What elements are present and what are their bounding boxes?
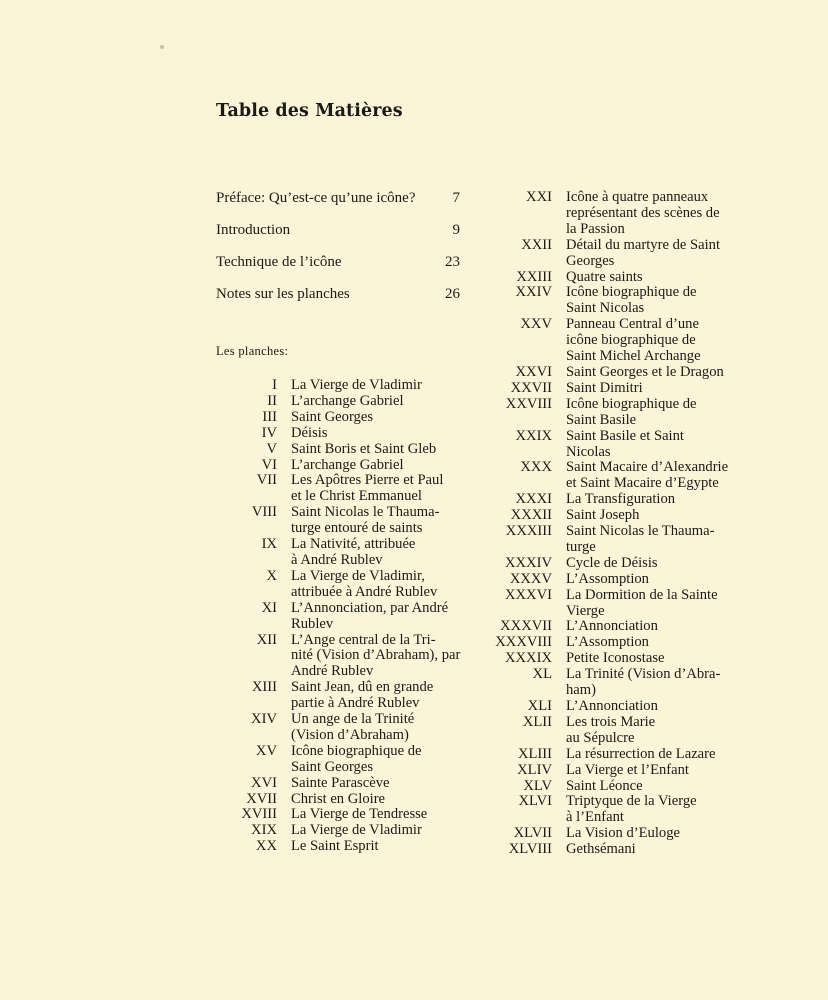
planche-number: XXXIX (504, 650, 552, 667)
planche-entry (220, 442, 466, 458)
planche-number: XXXIV (504, 554, 552, 571)
planche-number: XLI (527, 698, 552, 714)
planche-number: VIII (251, 504, 277, 521)
planche-title: L’Annonciation (566, 618, 658, 635)
planche-number: XXXVII (500, 618, 552, 635)
planche-number: XVII (246, 790, 277, 807)
planche-title: La Vierge de Tendresse (291, 806, 428, 823)
planche-entry (220, 823, 466, 839)
planche-number: XLII (522, 713, 552, 730)
front-matter-row (216, 190, 460, 206)
planche-entry (470, 397, 738, 429)
planche-number: V (266, 440, 277, 457)
planche-entry (220, 633, 466, 681)
planche-number: XIX (251, 822, 277, 839)
planche-title: L’Annonciation, par André Rublev (291, 599, 449, 632)
front-matter-list (216, 190, 460, 318)
planche-entry (470, 508, 738, 524)
front-matter-row (216, 286, 460, 302)
planche-entry (220, 601, 466, 633)
planche-title: L’Assomption (566, 634, 649, 651)
planche-entry (220, 569, 466, 601)
front-matter-row (216, 254, 460, 270)
planche-number: XLIII (517, 745, 552, 762)
planche-entry (470, 429, 738, 461)
planche-title: Saint Basile et Saint Nicolas (566, 427, 684, 460)
planche-title: L’archange Gabriel (291, 456, 404, 473)
planche-entry (470, 651, 738, 667)
planche-entry (470, 715, 738, 747)
planche-title: Saint Dimitri (566, 379, 643, 396)
planche-title: Saint Léonce (566, 777, 643, 794)
planche-number: XXV (520, 316, 552, 333)
planche-entry (220, 744, 466, 776)
planche-entry (470, 270, 738, 286)
planche-title: Le Saint Esprit (291, 838, 379, 855)
front-matter-page: 9 (452, 222, 460, 238)
planche-title: Icône biographique de Saint Georges (291, 742, 422, 775)
paper-speck (160, 45, 164, 49)
planche-title: Triptyque de la Vierge à l’Enfant (566, 793, 697, 826)
front-matter-label: Introduction (216, 222, 291, 238)
planche-number: XLIV (517, 761, 552, 778)
planche-number: XXI (526, 189, 552, 205)
planche-title: La Transfiguration (566, 491, 676, 508)
front-matter-label: Notes sur les planches (216, 286, 350, 302)
planche-title: La Dormition de la Sainte Vierge (566, 586, 718, 619)
planche-entry (220, 792, 466, 808)
planche-number: XLVI (518, 793, 552, 810)
planche-number: I (272, 377, 277, 393)
planche-title: L’archange Gabriel (291, 392, 404, 409)
planche-entry (220, 378, 466, 394)
planche-number: X (266, 567, 277, 584)
planche-number: XXII (521, 236, 552, 253)
planche-number: XXIII (516, 268, 552, 285)
planche-number: XXVII (510, 379, 552, 396)
front-matter-page: 7 (452, 190, 460, 206)
planche-entry (470, 460, 738, 492)
planche-entry (470, 238, 738, 270)
planche-title: La Trinité (Vision d’Abra- ham) (566, 666, 721, 699)
planche-entry (470, 794, 738, 826)
planche-title: L’Assomption (566, 570, 649, 587)
planche-entry (220, 807, 466, 823)
planche-number: XII (256, 631, 277, 648)
planche-title: Quatre saints (566, 268, 643, 285)
planche-title: Les trois Marie au Sépulcre (566, 713, 656, 746)
planche-entry (470, 556, 738, 572)
planche-entry (470, 317, 738, 365)
planches-label: Les planches: (216, 344, 289, 358)
planche-number: XLVII (513, 825, 552, 842)
planche-number: XV (255, 742, 277, 759)
planche-title: La Vierge et l’Enfant (566, 761, 689, 778)
planche-title: Saint Macaire d’Alexandrie et Saint Macaire d’Egypte (566, 459, 729, 492)
front-matter-row (216, 222, 460, 238)
front-matter-label: Préface: Qu’est-ce qu’une icône? (216, 190, 416, 206)
planche-number: XXXVI (504, 586, 552, 603)
planche-number: XI (261, 599, 277, 616)
planche-title: Saint Nicolas le Thauma- turge (566, 523, 715, 555)
planche-number: II (267, 392, 277, 409)
planche-title: Saint Georges et le Dragon (566, 363, 724, 380)
planche-title: Un ange de la Trinité (Vision d’Abraham) (291, 711, 415, 743)
planche-number: XX (255, 838, 277, 855)
planche-title: Détail du martyre de Saint Georges (566, 236, 720, 269)
planche-entry (220, 839, 466, 855)
planche-title: Déisis (291, 424, 328, 441)
planche-entry (220, 394, 466, 410)
planche-number: XXXII (510, 507, 552, 524)
planche-number: XXXV (509, 570, 552, 587)
planche-number: VII (256, 472, 277, 489)
planche-entry (220, 505, 466, 537)
planche-number: XXXVIII (495, 634, 552, 651)
planche-entry (470, 285, 738, 317)
planche-entry (220, 680, 466, 712)
planche-entry (470, 524, 738, 556)
planche-entry (470, 492, 738, 508)
planche-number: XXIX (515, 427, 552, 444)
planche-entry (220, 712, 466, 744)
planche-entry (470, 572, 738, 588)
planche-title: Saint Georges (291, 408, 374, 425)
planche-title: Saint Joseph (566, 507, 640, 524)
planche-number: XVI (251, 774, 277, 791)
planche-entry (220, 426, 466, 442)
planche-title: Gethsémani (566, 841, 636, 858)
planches-list-right (470, 190, 738, 858)
planche-title: L’Ange central de la Tri- nité (Vision d’Abraham), par André Rublev (291, 631, 461, 680)
planche-number: III (262, 408, 277, 425)
planche-title: Icône à quatre panneaux représentant des scènes de la Passion (566, 189, 720, 237)
front-matter-label: Technique de l’icône (216, 254, 342, 270)
planche-entry (220, 776, 466, 792)
front-matter-page: 23 (445, 254, 460, 270)
planche-title: Cycle de Déisis (566, 554, 658, 571)
planche-number: XXVI (515, 363, 552, 380)
planche-title: Icône biographique de Saint Basile (566, 395, 697, 428)
planche-title: Saint Nicolas le Thauma- turge entouré de saints (291, 504, 440, 537)
planche-number: XXXI (515, 491, 552, 508)
planche-entry (470, 365, 738, 381)
planche-title: L’Annonciation (566, 698, 658, 714)
planche-number: XIII (251, 679, 277, 696)
planche-entry (470, 763, 738, 779)
planche-number: XXVIII (505, 395, 552, 412)
planche-title: Icône biographique de Saint Nicolas (566, 284, 697, 317)
planche-number: XXXIII (505, 523, 552, 540)
planche-entry (470, 747, 738, 763)
planche-title: Petite Iconostase (566, 650, 665, 667)
planches-list-left (220, 378, 466, 855)
planche-entry (470, 699, 738, 715)
planche-title: Saint Jean, dû en grande partie à André Rublev (291, 679, 434, 712)
planche-title: Les Apôtres Pierre et Paul et le Christ Emmanuel (291, 472, 444, 505)
planche-entry (220, 537, 466, 569)
planche-number: XLV (523, 777, 552, 794)
planche-title: Christ en Gloire (291, 790, 386, 807)
planche-title: Sainte Parascève (291, 774, 390, 791)
planche-title: La Nativité, attribuée à André Rublev (291, 536, 416, 568)
planche-number: XLVIII (508, 841, 552, 858)
planche-entry (470, 619, 738, 635)
planche-entry (220, 473, 466, 505)
planche-entry (220, 410, 466, 426)
planche-entry (220, 458, 466, 474)
planche-entry (470, 667, 738, 699)
planche-title: La Vierge de Vladimir (291, 377, 422, 393)
planche-number: VI (261, 456, 277, 473)
planche-number: IX (261, 536, 277, 553)
planche-number: IV (261, 424, 277, 441)
planche-title: Saint Boris et Saint Gleb (291, 440, 437, 457)
planche-number: XL (532, 666, 552, 683)
planche-entry (470, 779, 738, 795)
planche-number: XXX (520, 459, 552, 476)
planche-title: La Vierge de Vladimir, attribuée à André Rublev (291, 567, 438, 600)
planche-title: La Vision d’Euloge (566, 825, 680, 842)
planche-number: XXIV (515, 284, 552, 301)
planche-entry (470, 588, 738, 620)
planche-entry (470, 842, 738, 858)
planche-entry (470, 190, 738, 238)
planche-entry (470, 381, 738, 397)
page-title: Table des Matières (216, 101, 403, 121)
planche-title: La Vierge de Vladimir (291, 822, 422, 839)
planche-number: XVIII (241, 806, 277, 823)
planche-entry (470, 826, 738, 842)
planche-title: La résurrection de Lazare (566, 745, 716, 762)
planche-entry (470, 635, 738, 651)
planche-title: Panneau Central d’une icône biographique de Saint Michel Archange (566, 316, 701, 365)
planche-number: XIV (251, 711, 277, 728)
front-matter-page: 26 (445, 286, 460, 302)
